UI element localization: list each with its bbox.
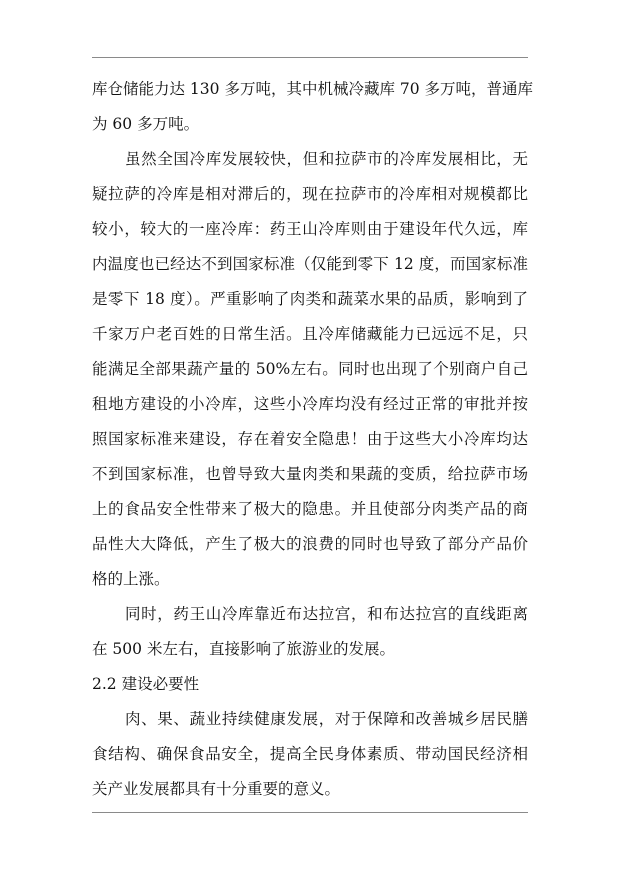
text-line: 上的食品安全性带来了极大的隐患。并且使部分肉类产品的商 [92, 500, 528, 518]
text-line: 格的上涨。 [92, 570, 170, 588]
paragraph [92, 597, 528, 667]
text-line: 不到国家标准，也曾导致大量肉类和果蔬的变质，给拉萨市场 [92, 465, 528, 483]
text-line: 是零下 18 度）。严重影响了肉类和蔬菜水果的品质，影响到了 [92, 290, 528, 308]
text-line: 照国家标准来建设，存在着安全隐患！由于这些大小冷库均达 [92, 430, 528, 448]
text-line: 肉、果、蔬业持续健康发展，对于保障和改善城乡居民膳 [125, 710, 528, 728]
text-line: 能满足全部果蔬产量的 50%左右。同时也出现了个别商户自己 [92, 360, 528, 378]
text-line: 品性大大降低，产生了极大的浪费的同时也导致了部分产品价 [92, 535, 528, 553]
section-heading: 2.2 建设必要性 [92, 675, 200, 693]
text-line: 库仓储能力达 130 多万吨，其中机械冷藏库 70 多万吨，普通库 [92, 80, 534, 98]
text-line: 疑拉萨的冷库是相对滞后的，现在拉萨市的冷库相对规模都比 [92, 185, 528, 203]
text-line: 虽然全国冷库发展较快，但和拉萨市的冷库发展相比，无 [125, 150, 528, 168]
text-line: 为 60 多万吨。 [92, 115, 200, 133]
text-line: 在 500 米左右，直接影响了旅游业的发展。 [92, 640, 395, 658]
text-line: 租地方建设的小冷库，这些小冷库均没有经过正常的审批并按 [92, 395, 528, 413]
text-line: 关产业发展都具有十分重要的意义。 [92, 780, 341, 798]
text-line: 同时，药王山冷库靠近布达拉宫，和布达拉宫的直线距离 [125, 605, 528, 623]
text-line: 食结构、确保食品安全，提高全民身体素质、带动国民经济相 [92, 745, 528, 763]
header-rule [92, 57, 528, 58]
paragraph [92, 702, 528, 807]
document-body [92, 72, 534, 807]
footer-rule [92, 812, 528, 813]
text-line: 内温度也已经达不到国家标准（仅能到零下 12 度，而国家标准 [92, 255, 528, 273]
text-line: 千家万户老百姓的日常生活。且冷库储藏能力已远远不足，只 [92, 325, 528, 343]
text-line: 较小，较大的一座冷库：药王山冷库则由于建设年代久远，库 [92, 220, 528, 238]
paragraph [92, 142, 528, 597]
paragraph [92, 72, 534, 142]
